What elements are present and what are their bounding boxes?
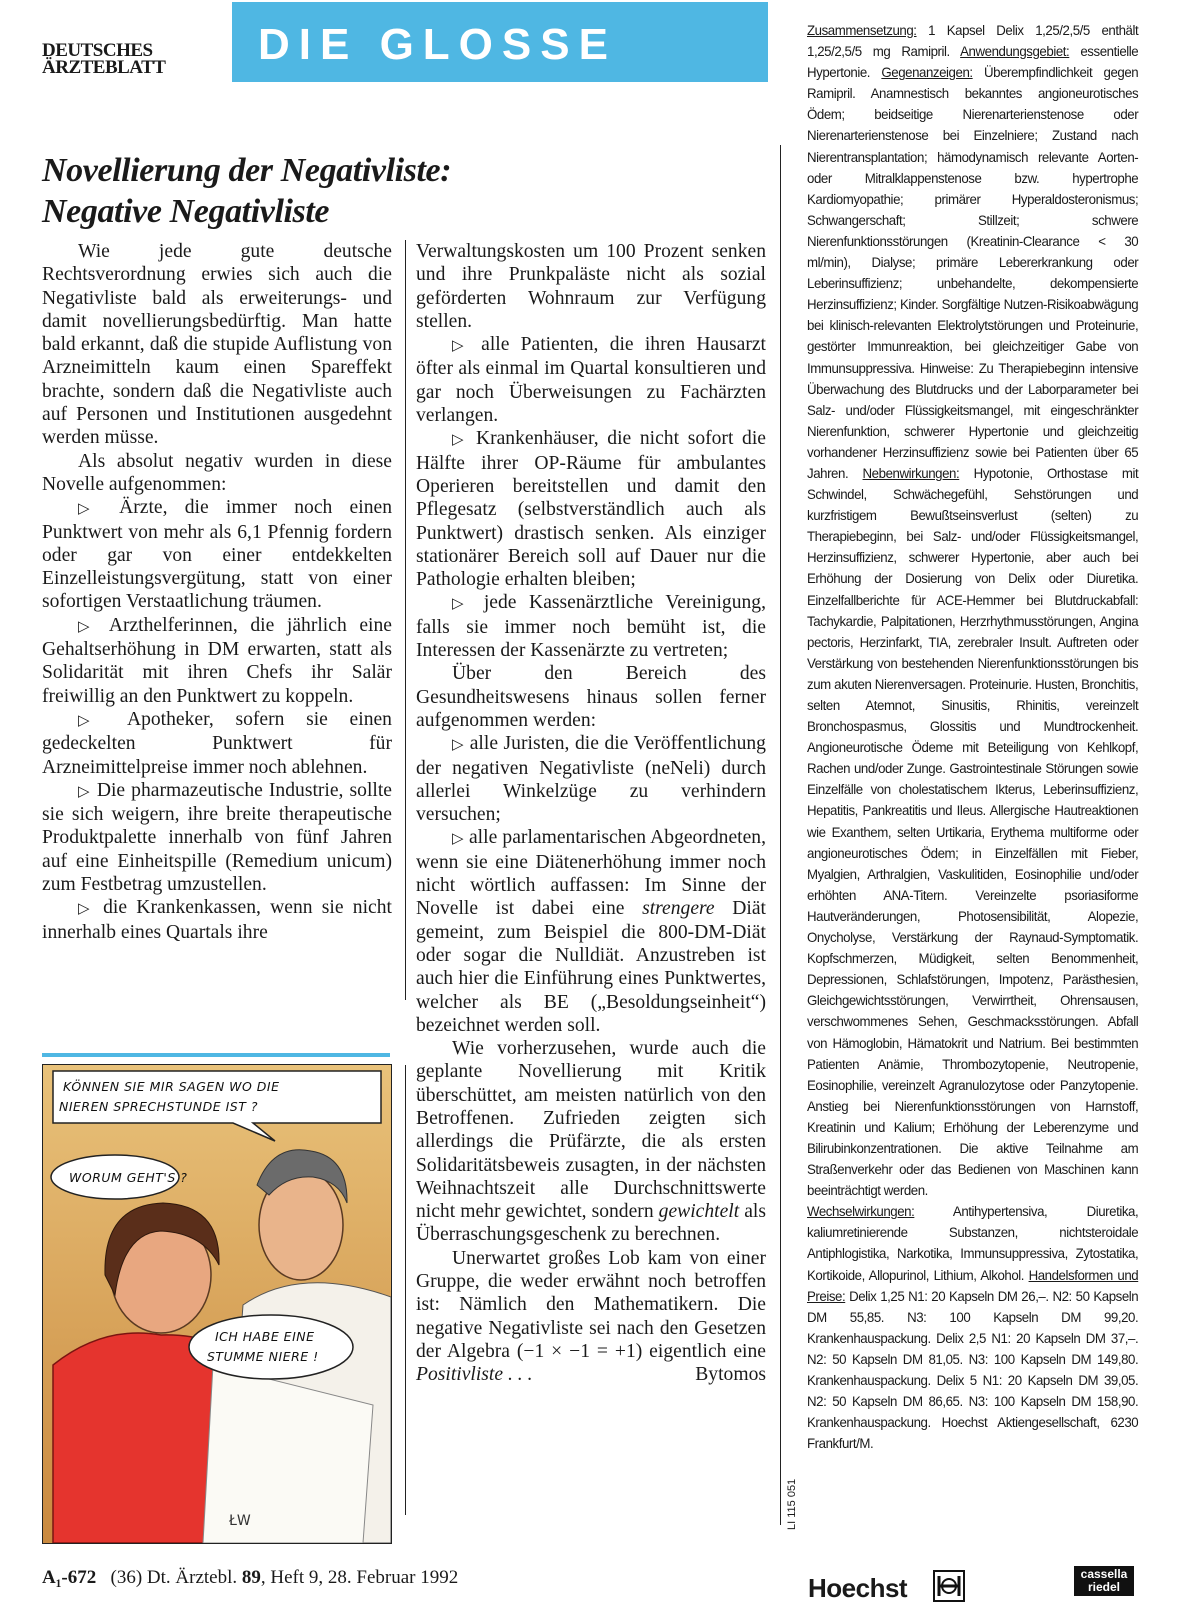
paragraph-text: Verwaltungskosten um 100 Prozent senken und ihre Prunkpaläste nicht als sozial geförderten Wohnraum zur Verfügung stellen.	[416, 241, 766, 332]
cassella-line1: cassella	[1080, 1567, 1128, 1581]
info-label: Gegenanzeigen:	[881, 65, 973, 81]
page-number: A₁-672	[42, 1567, 97, 1588]
paragraph	[416, 1247, 766, 1387]
bullet-triangle-icon: ▷	[452, 829, 464, 848]
paragraph	[416, 826, 766, 1037]
bullet-triangle-icon: ▷	[452, 735, 465, 754]
paragraph-text: Ärzte, die immer noch einen Punktwert von mehr als 6,1 Pfennig fordern oder gar von einer entdekkelten Einzelleistungsvergütung, statt von einer sofortigen Verstaatlichung träumen.	[42, 497, 392, 613]
hoechst-wordmark: Hoechst	[808, 1573, 908, 1603]
author-signature: Bytomos	[695, 1364, 766, 1386]
paragraph-text: Unerwartet großes Lob kam von einer Gruppe, die weder erwähnt noch betroffen ist: Nämlich den Mathematikern. Die negative Negativliste sei nach den Gesetzen der Algebra (−1 × −1 = +1) eigentlich eine	[416, 1247, 766, 1362]
paragraph-text: Apotheker, sofern sie einen gedeckelten Punktwert für Arzneimittelpreise immer noch ablehnen.	[42, 708, 392, 778]
drug-information	[807, 20, 1138, 1454]
paragraph-text: die Krankenkassen, wenn sie nicht innerhalb eines Quartals ihre	[42, 897, 392, 943]
cassella-line2: riedel	[1087, 1580, 1120, 1594]
bullet-triangle-icon: ▷	[452, 430, 468, 449]
column-divider	[405, 1065, 406, 1515]
paragraph-text: Arzthelferinnen, die jährlich eine Gehaltserhöhung in DM erwarten, statt als Solidarität mit ihren Chefs ihr Salär freiwillig an den Punktwert zu koppeln.	[42, 614, 392, 707]
paragraph-text: Über den Bereich des Gesundheitswesens hinaus sollen ferner aufgenommen werden:	[416, 663, 766, 731]
article-column-1	[42, 240, 392, 944]
info-value: Überempfindlichkeit gegen Ramipril. Anamnestisch bekanntes angioneurotisches Ödem; beidseitige Nierenarterienstenose oder Nierenarterienstenose bei Einzelniere; Zustand nach Nierentransplantation; hämodynamisch relevante Aorten- oder Mitralklappenstenose bzw. hypertrophe Kardiomyopathie; primärer Hyperaldosteronismus; Schwangerschaft; Stillzeit; schwere Nierenfunktionsstörungen (Kreatinin-Clearance < 30 ml/min), Dialyse; primäre Lebererkrankung oder Leberinsuffizienz; unbehandelte, dekompensierte Herzinsuffizienz; Kinder. Sorgfältige Nutzen-Risikoabwägung bei klinisch-relevanten Elektrolytstörungen und Proteinurie, gestörter Immunreaktion, bei gleichzeitiger Gabe von Immunsuppressiva. Hinweise: Zu Therapiebeginn intensive Überwachung des Blutdrucks und der Laborparameter bei Salz- und/oder Flüssigkeitsmangel, mit eingeschränkter Nierenfunktion, schwerer Hypertonie und gleichzeitig vorhandener Herzinsuffizienz sowie bei Patienten über 65 Jahren.	[807, 65, 1139, 481]
bubble3-line2: STUMME NIERE !	[207, 1349, 319, 1364]
bubble1-line2: NIEREN SPRECHSTUNDE IST ?	[59, 1099, 258, 1114]
paragraph	[42, 896, 392, 944]
paragraph-text: alle parlamentarischen Abgeordneten, wenn sie eine Diätenerhöhung immer noch nicht wörtlich auffassen: Im Sinne der Novelle ist dabei eine	[416, 827, 767, 920]
info-label: Zusammensetzung:	[807, 23, 917, 38]
paragraph	[416, 662, 766, 732]
paragraph	[42, 450, 392, 497]
bullet-triangle-icon: ▷	[78, 616, 98, 635]
bullet-triangle-icon: ▷	[452, 594, 472, 613]
masthead	[42, 42, 212, 76]
paragraph	[416, 240, 766, 333]
paragraph-text: Wie vorherzusehen, wurde auch die geplante Novellierung mit Kritik überschüttet, am meisten natürlich von den Betroffenen. Zufrieden zeigten sich allerdings die Prüfärzte, die als ersten Solidaritätsbeweis zusagten, in der nächsten Weihnachtszeit alle Durchschnittswerte nicht mehr gewichtet, sondern	[416, 1038, 766, 1223]
cartoon-illustration	[43, 1065, 391, 1543]
paragraph-text: Diät gemeint, zum Beispiel die 800-DM-Diät oder sogar die Nulldiät. Anzustreben ist auch hier die Einführung eines Punktwertes, welcher als BE („Besoldungseinheit“) bezeichnet werden soll.	[416, 898, 766, 1036]
article-column-2	[416, 240, 766, 1387]
emphasis: gewichtelt	[658, 1201, 740, 1223]
page-footer	[42, 1567, 458, 1589]
paragraph-text: Die pharmazeutische Industrie, sollte sie sich weigern, ihre breite therapeutische Produktpalette innerhalb von fünf Jahren auf eine Einheitspille (Remedium unicum) zum Festbetrag umzustellen.	[42, 779, 392, 896]
paragraph-text: Wie jede gute deutsche Rechtsverordnung erwies sich auch die Negativliste bald als erweiterungs- und damit novellierungsbedürftig. Man hatte bald erkannt, daß die stupide Auflistung von Arzneimitteln kaum einen Spareffekt brachte, sondern daß die Negativliste auch auf Personen und Institutionen ausgedehnt werden müsse.	[42, 241, 392, 449]
citation: (36) Dt. Ärztebl.	[110, 1567, 242, 1588]
bubble3-line1: ICH HABE EINE	[215, 1329, 315, 1344]
info-value: Antihypertensiva, Diuretika, kaliumretinierende Substanzen, nichtsteroidale Antiphlogistika, Narkotika, Immunsuppressiva, Zytostatika, Kortikoide, Allopurinol, Lithium, Alkohol.	[807, 1204, 1139, 1283]
bullet-triangle-icon: ▷	[78, 899, 94, 918]
ad-code: LI 115 051	[786, 1478, 798, 1530]
bubble2-line1: WORUM GEHT'S ?	[69, 1170, 188, 1185]
info-value: 1 Kapsel Delix 1,25/2,5/5 enthält 1,25/2,5/5 mg Ramipril.	[807, 23, 1139, 60]
bullet-triangle-icon: ▷	[78, 499, 102, 518]
cartoon-signature: ŁW	[229, 1513, 251, 1529]
bullet-triangle-icon: ▷	[452, 336, 470, 355]
info-value: essentielle Hypertonie.	[807, 44, 1139, 81]
paragraph-text: Krankenhäuser, die nicht sofort die Hälfte ihrer OP-Räume für ambulantes Operieren bereitstellen und damit den Pflegesatz (selbstverständlich auch als Punktwert) drastisch senken. Als einziger stationärer Bereich soll auf Dauer nur die Pathologie erhalten bleiben;	[416, 428, 766, 591]
paragraph	[416, 1037, 766, 1247]
volume: 89	[241, 1567, 261, 1588]
info-label: Wechselwirkungen:	[807, 1204, 915, 1220]
emphasis: strengere	[642, 898, 715, 920]
cartoon-rule	[42, 1053, 390, 1057]
cassella-riedel-logo	[1074, 1566, 1134, 1596]
headline-line1: Novellierung der Negativliste:	[42, 152, 452, 189]
hoechst-logo-icon	[933, 1570, 965, 1602]
info-label: Nebenwirkungen:	[862, 465, 960, 481]
paragraph	[42, 240, 392, 450]
paragraph-text: alle Patienten, die ihren Hausarzt öfter als einmal im Quartal konsultieren und gar noch Überweisungen zu Fachärzten verlangen.	[416, 334, 766, 427]
citation-rest: , Heft 9, 28. Februar 1992	[260, 1567, 459, 1588]
paragraph-text: jede Kassenärztliche Vereinigung, falls sie immer noch bemüht ist, die Interessen der Kassenärzte zu vertreten;	[416, 592, 766, 662]
paragraph	[416, 591, 766, 662]
column-divider	[405, 240, 406, 1000]
paragraph-text: als Überraschungsgeschenk zu berechnen.	[416, 1201, 766, 1246]
info-text	[807, 20, 1138, 1454]
bullet-triangle-icon: ▷	[78, 710, 107, 729]
article-headline	[42, 150, 762, 232]
section-title: DIE GLOSSE	[258, 20, 617, 69]
paragraph	[42, 708, 392, 779]
masthead-line1: DEUTSCHES	[42, 40, 153, 61]
cartoon	[42, 1064, 392, 1544]
info-divider	[780, 145, 781, 1525]
paragraph	[416, 333, 766, 427]
bubble1-line1: KÖNNEN SIE MIR SAGEN WO DIE	[63, 1079, 280, 1094]
paragraph	[416, 427, 766, 591]
paragraph	[42, 496, 392, 613]
paragraph	[42, 779, 392, 896]
info-value: Delix 1,25 N1: 20 Kapseln DM 26,–. N2: 50 Kapseln DM 55,85. N3: 100 Kapseln DM 99,20. Krankenhauspackung. Delix 2,5 N1: 20 Kapseln DM 37,–. N2: 50 Kapseln DM 81,05. N3: 100 Kapseln DM 149,80. Krankenhauspackung. Delix 5 N1: 20 Kapseln DM 39,05. N2: 50 Kapseln DM 86,65. N3: 100 Kapseln DM 158,90. Krankenhauspackung. Hoechst Aktiengesellschaft, 6230 Frankfurt/M.	[807, 1288, 1139, 1452]
emphasis: Positivliste . . .	[416, 1364, 533, 1386]
speech-bubble-3	[189, 1315, 353, 1379]
info-value: Hypotonie, Orthostase mit Schwindel, Schwächegefühl, Sehstörungen und kurzfristigem Bewußtseinsverlust (selten) zu Therapiebeginn, bei Salz- und/oder Flüssigkeitsmangel, Herzinsuffizienz, schwerer Hypertonie, aber auch bei Erhöhung der Dosierung von Delix oder Diuretika. Einzelfallberichte für ACE-Hemmer bei Blutdruckabfall: Tachykardie, Palpitationen, Herzrhythmusstörungen, Angina pectoris, Herzinfarkt, TIA, zerebraler Insult. Auftreten oder Verstärkung von bestehenden Nierenfunktionsstörungen bis zum akuten Nierenversagen. Proteinurie. Husten, Bronchitis, selten Atemnot, Sinusitis, Rhinitis, vereinzelt Bronchospasmus, Glossitis und Mundtrockenheit. Angioneurotische Ödeme mit Beteiligung von Kehlkopf, Rachen und/oder Zunge. Gastrointestinale Störungen sowie Einzelfälle von cholestatischem Ikterus, Leberinsuffizienz, Hepatitis, Pankreatitis und Ileus. Allergische Hautreaktionen wie Exanthem, selten Urtikaria, Erythema multiforme oder angioneurotisches Ödem; in Einzelfällen mit Fieber, Myalgien, Arthralgien, Vaskulitiden, Eosinophilie und/oder erhöhten ANA-Titern. Vereinzelte psoriasiforme Hautveränderungen, Photosensibilität, Alopezie, Onycholyse, Verstärkung der Raynaud-Symptomatik. Kopfschmerzen, Müdigkeit, selten Benommenheit, Depressionen, Schlafstörungen, Impotenz, Parästhesien, Gleichgewichtsstörungen, Verwirrtheit, Ohrensausen, verschwommenes Sehen, Geschmacksstörungen. Abfall von Hämoglobin, Hämatokrit und Natrium. Bei bestimmten Patienten Anämie, Thrombozytopenie, Neutropenie, Eosinophilie, vereinzelt Agranulozytose oder Panzytopenie. Anstieg bei Nierenfunktionsstörungen von Harnstoff, Kreatinin und Kalium; Erhöhung der Leberenzyme und Bilirubinkonzentrationen. Die aktive Teilnahme am Straßenverkehr oder das Bedienen von Maschinen kann beeinträchtigt werden.	[807, 465, 1139, 1199]
info-label: Handelsformen und Preise:	[807, 1267, 1139, 1304]
paragraph-text: alle Juristen, die die Veröffentlichung der negativen Negativliste (neNeli) durch allerlei Winkelzüge zu verhindern versuchen;	[416, 733, 766, 826]
paragraph	[416, 732, 766, 826]
paragraph-text: Als absolut negativ wurden in diese Novelle aufgenommen:	[42, 450, 392, 495]
paragraph	[42, 614, 392, 708]
info-label: Anwendungsgebiet:	[960, 44, 1070, 60]
masthead-line2: ÄRZTEBLATT	[42, 57, 166, 78]
bullet-triangle-icon: ▷	[78, 781, 91, 800]
headline-line2: Negative Negativliste	[42, 193, 330, 230]
